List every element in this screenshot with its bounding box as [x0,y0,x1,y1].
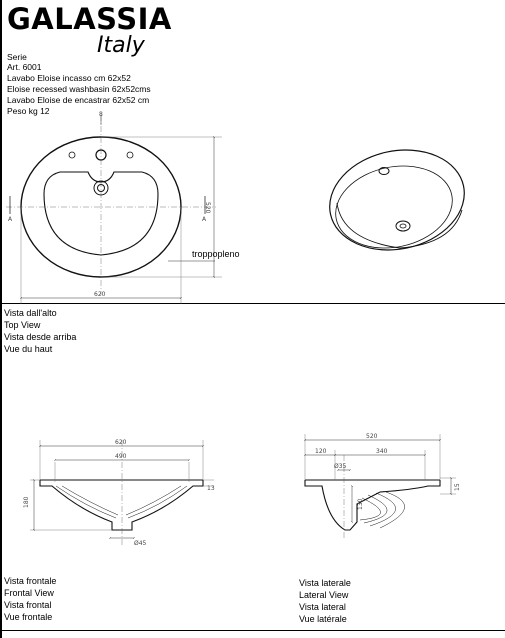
spec-weight: Peso kg 12 [7,106,50,116]
side-caption-es: Vista lateral [299,602,346,612]
dim-depth-label: 520 [204,202,211,214]
persp-outer-rim [320,138,473,262]
front-caption-it: Vista frontale [4,576,57,586]
front-dim-height-label: 180 [23,496,30,508]
brand-logo: GALASSIA [7,2,172,36]
front-caption-fr: Vue frontale [4,612,53,622]
spec-desc-it: Lavabo Eloise incasso cm 62x52 [7,73,131,83]
top-caption-it: Vista dall'alto [4,308,57,318]
perspective-view-drawing [320,138,473,262]
side-dim-height-label: 130 [357,498,364,510]
side-bowl-profile [305,480,440,530]
front-dim-outer-label: 620 [115,439,127,446]
side-dim-left-label: 120 [315,448,327,455]
spec-serie: Serie [7,52,27,62]
front-dim-drain-label: Ø45 [134,540,147,547]
front-caption-en: Frontal View [4,588,54,598]
side-dim-total-label: 520 [366,433,378,440]
persp-drain [396,221,410,231]
dim-width-label: 620 [94,291,106,298]
top-caption-es: Vista desde arriba [4,332,77,342]
brand-tagline: Italy [97,33,145,58]
spec-desc-en: Eloise recessed washbasin 62x52cms [7,84,151,94]
front-caption-es: Vista frontal [4,600,52,610]
dim-top-label: 8 [99,111,103,118]
top-view-drawing [6,115,222,304]
spec-desc-es: Lavabo Eloise de encastrar 62x52 cm [7,95,150,105]
spec-article: Art. 6001 [7,62,42,72]
section-label-right: A [202,216,207,223]
side-dim-right-label: 340 [376,448,388,455]
top-caption-fr: Vue du haut [4,344,53,354]
side-hole-right [127,152,133,158]
side-caption-en: Lateral View [299,590,349,600]
persp-outer-edge [337,203,462,248]
side-dim-rim-label: 15 [454,483,461,491]
side-hole-left [69,152,75,158]
side-caption-fr: Vue latérale [299,614,347,624]
side-caption-it: Vista laterale [299,578,351,588]
side-dim-tap-label: Ø35 [334,463,347,470]
top-caption-en: Top View [4,320,41,330]
front-dim-inner-label: 490 [115,453,127,460]
section-label-left: A [8,216,13,223]
front-dim-rim-label: 13 [207,485,215,492]
overflow-label: troppopleno [192,249,240,259]
